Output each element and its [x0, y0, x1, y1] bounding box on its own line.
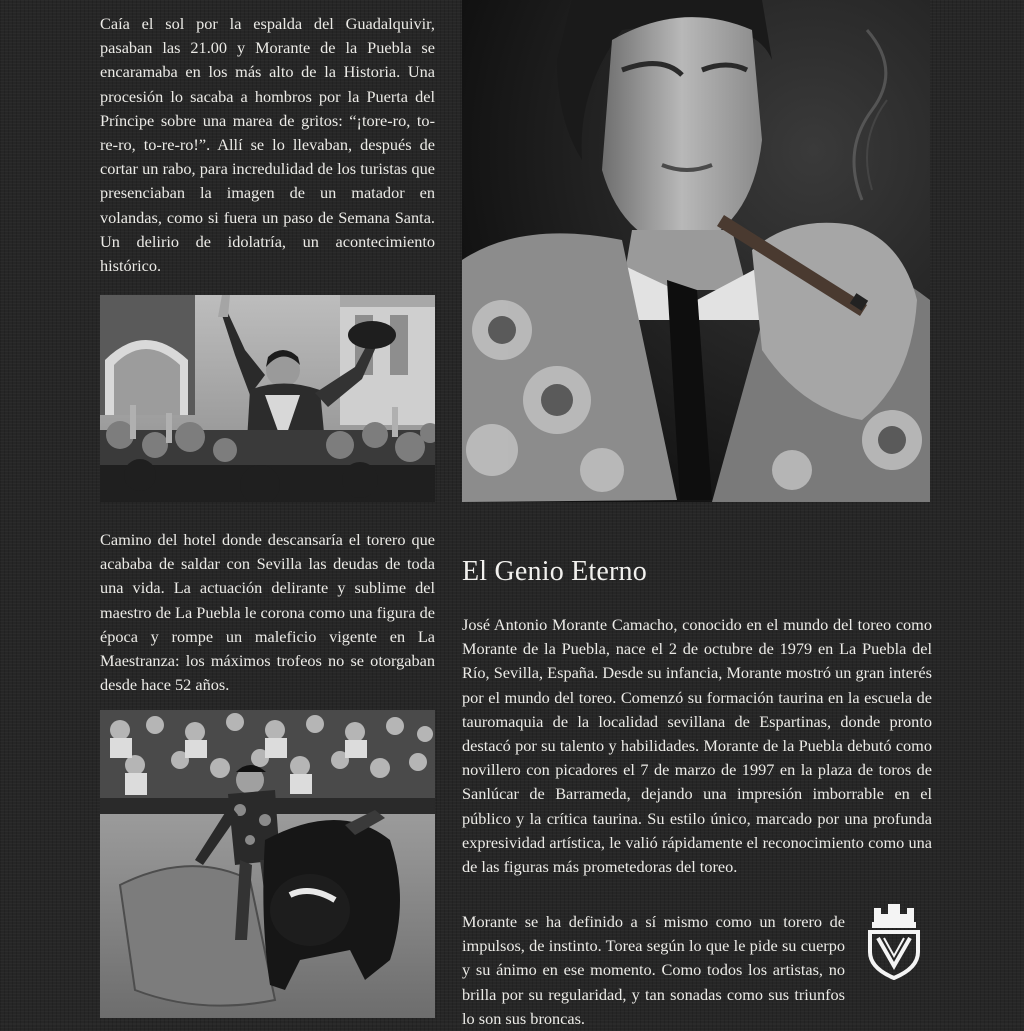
paragraph-intro: Caía el sol por la espalda del Guadalquivir, pasaban las 21.00 y Morante de la Puebla se encaramaba en los más alto de la Historia. Una procesión lo sacaba a hombros por la Puerta del Príncipe sobre una marea de gritos: “¡tore-ro, to-re-ro, to-re-ro!”. Allí se lo llevaban, después de cortar un rabo, para incredulidad de los turistas que presenciaban la imagen de un matador en volandas, como si fuera un paso de Semana Santa. Un delirio de idolatría, un acontecimiento histórico. — [100, 14, 435, 276]
paragraph-instinct: Morante se ha definido a sí mismo como un torero de impulsos, de instinto. Torea según lo que le pide su cuerpo y su ánimo en ese momento. Como todos los artistas, no brilla por su regularidad, y tan sonadas como sus triunfos lo son sus broncas. — [462, 912, 845, 1028]
paragraph-hotel: Camino del hotel donde descansaría el torero que acababa de saldar con Sevilla las deudas de toda una vida. La actuación delirante y sublime del maestro de La Puebla le corona como una figura de época y rompe un maleficio vigente en La Maestranza: los máximos trofeos no se otorgaban desde hace 52 años. — [100, 530, 435, 695]
portrait-photo — [462, 0, 930, 502]
crowd-photo — [100, 295, 435, 502]
bullfight-photo — [100, 710, 435, 1018]
crown-shield-monogram-icon — [866, 902, 922, 980]
section-heading: El Genio Eterno — [462, 556, 647, 587]
paragraph-biography: José Antonio Morante Camacho, conocido en el mundo del toreo como Morante de la Puebla, nace el 2 de octubre de 1979 en La Puebla del Río, Sevilla, España. Desde su infancia, Morante mostró un gran interés por el mundo del toreo. Comenzó su formación taurina en la escuela de tauromaquia de la localidad sevillana de Espartinas, donde pronto destacó por su talento y habilidades. Morante de la Puebla debutó como novillero con picadores el 7 de marzo de 1997 en la plaza de toros de Sanlúcar de Barrameda, dejando una impresión imborrable en el público y la crítica taurina. Su estilo único, marcado por una profunda expresividad artística, le valió rápidamente el reconocimiento como una de las figuras más prometedoras del toreo. — [462, 615, 932, 877]
